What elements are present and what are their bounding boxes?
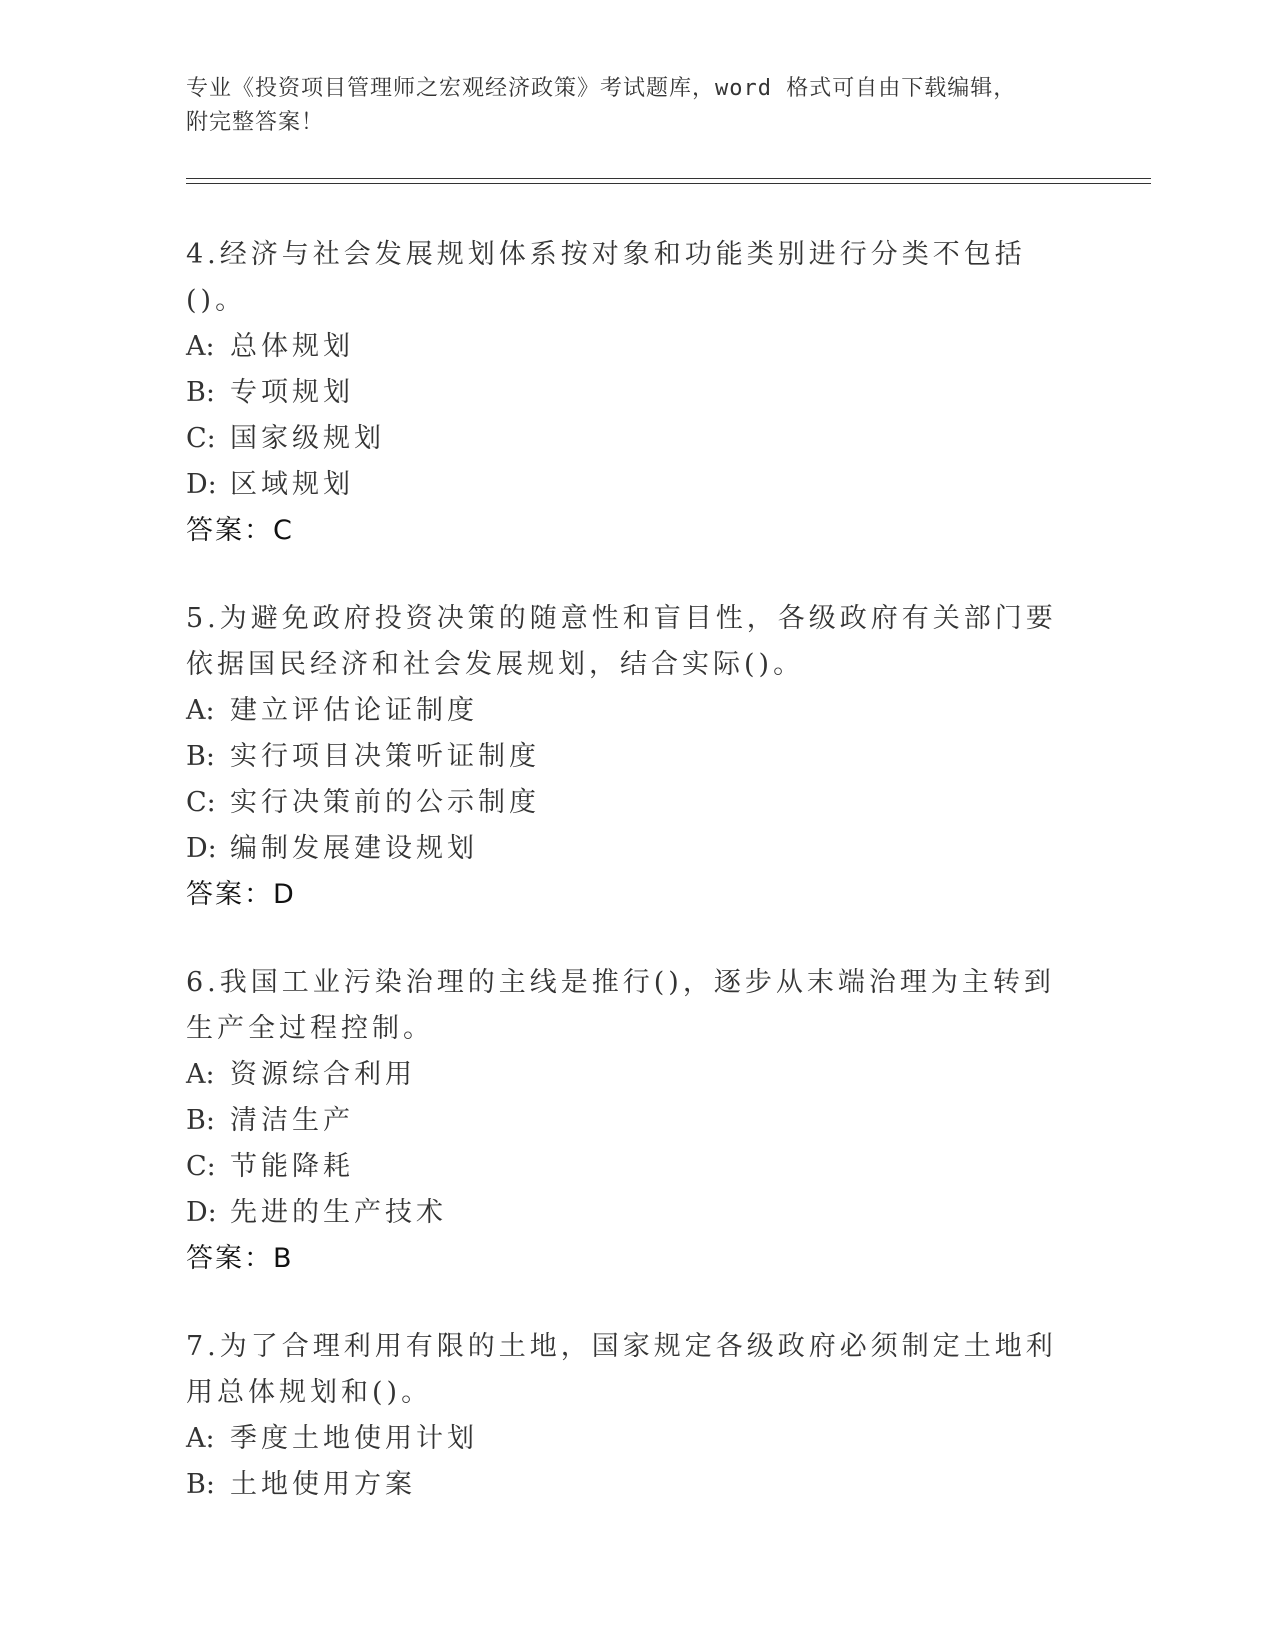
option-c: [186, 416, 1066, 462]
question-stem: 5.为避免政府投资决策的随意性和盲目性，各级政府有关部门要依据国民经济和社会发展规划，结合实际()。: [186, 603, 1057, 680]
option-text: 实行项目决策听证制度: [230, 741, 540, 772]
question-7: [186, 1324, 1066, 1508]
option-text: 土地使用方案: [230, 1469, 416, 1500]
option-key: B:: [186, 741, 215, 772]
question-list: [186, 232, 1066, 1550]
header-divider-bottom: [186, 183, 1151, 184]
option-b: [186, 734, 1066, 780]
option-key: A:: [186, 1423, 215, 1454]
option-key: D:: [186, 469, 217, 500]
option-key: A:: [186, 331, 215, 362]
question-stem: 7.为了合理利用有限的土地，国家规定各级政府必须制定土地利用总体规划和()。: [186, 1331, 1057, 1408]
option-d: [186, 826, 1066, 872]
option-key: C:: [186, 1151, 216, 1182]
answer-line: 答案：D: [186, 879, 296, 910]
header-line-2: 附完整答案！: [186, 110, 325, 135]
option-text: 先进的生产技术: [230, 1197, 447, 1228]
question-5: [186, 596, 1066, 918]
header-divider-top: [186, 178, 1151, 179]
option-a: [186, 1416, 1066, 1462]
answer-line: 答案：C: [186, 515, 294, 546]
option-d: [186, 462, 1066, 508]
question-stem: 6.我国工业污染治理的主线是推行()，逐步从末端治理为主转到生产全过程控制。: [186, 967, 1055, 1044]
option-text: 专项规划: [230, 377, 354, 408]
option-text: 实行决策前的公示制度: [230, 787, 540, 818]
option-a: [186, 324, 1066, 370]
option-b: [186, 1098, 1066, 1144]
page-header: [186, 72, 1086, 140]
option-key: D:: [186, 833, 217, 864]
option-b: [186, 1462, 1066, 1508]
question-6: [186, 960, 1066, 1282]
question-stem: 4.经济与社会发展规划体系按对象和功能类别进行分类不包括()。: [186, 239, 1026, 316]
option-text: 总体规划: [230, 331, 354, 362]
option-b: [186, 370, 1066, 416]
header-line-1: 专业《投资项目管理师之宏观经济政策》考试题库，word 格式可自由下载编辑，: [186, 76, 1017, 101]
option-text: 编制发展建设规划: [230, 833, 478, 864]
option-text: 区域规划: [230, 469, 354, 500]
option-text: 国家级规划: [230, 423, 385, 454]
option-key: A:: [186, 1059, 215, 1090]
option-text: 清洁生产: [230, 1105, 354, 1136]
option-key: B:: [186, 377, 215, 408]
option-text: 资源综合利用: [230, 1059, 416, 1090]
option-text: 季度土地使用计划: [230, 1423, 478, 1454]
answer-line: 答案：B: [186, 1243, 294, 1274]
question-4: [186, 232, 1066, 554]
option-a: [186, 688, 1066, 734]
option-a: [186, 1052, 1066, 1098]
option-d: [186, 1190, 1066, 1236]
option-text: 建立评估论证制度: [230, 695, 478, 726]
option-key: B:: [186, 1105, 215, 1136]
option-key: C:: [186, 423, 216, 454]
option-c: [186, 780, 1066, 826]
option-key: B:: [186, 1469, 215, 1500]
option-key: D:: [186, 1197, 217, 1228]
option-text: 节能降耗: [230, 1151, 354, 1182]
option-key: A:: [186, 695, 215, 726]
option-key: C:: [186, 787, 216, 818]
option-c: [186, 1144, 1066, 1190]
